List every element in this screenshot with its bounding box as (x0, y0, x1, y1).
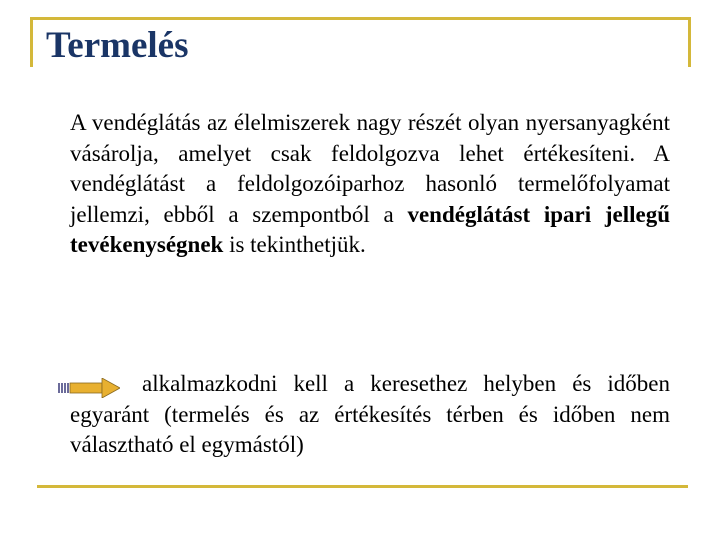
slide-title: Termelés (46, 25, 189, 66)
paragraph-1 (70, 108, 670, 261)
frame-right-line (688, 17, 691, 67)
paragraph-1-text: A vendéglátás az élelmiszerek nagy részét olyan nyersanyagként vásárolja, amelyet csak feldolgozva lehet értékesíteni. A vendéglátást a feldolgozóiparhoz hasonló termelőfolyamat jellemzi, ebből a szempontból a (70, 110, 670, 227)
paragraph-1-bold-text: vendéglátást ipari jellegű tevékenységnek (70, 201, 670, 257)
paragraph-1-text-end: is tekinthetjük. (223, 232, 366, 257)
frame-bottom-line (37, 485, 688, 488)
frame-left-line (30, 17, 33, 67)
paragraph-2-text: alkalmazkodni kell a keresethez helyben és időben egyaránt (termelés és az értékesítés térben és időben nem választható el egymástól) (70, 371, 670, 457)
paragraph-2 (70, 369, 670, 461)
frame-top-line (30, 17, 691, 20)
